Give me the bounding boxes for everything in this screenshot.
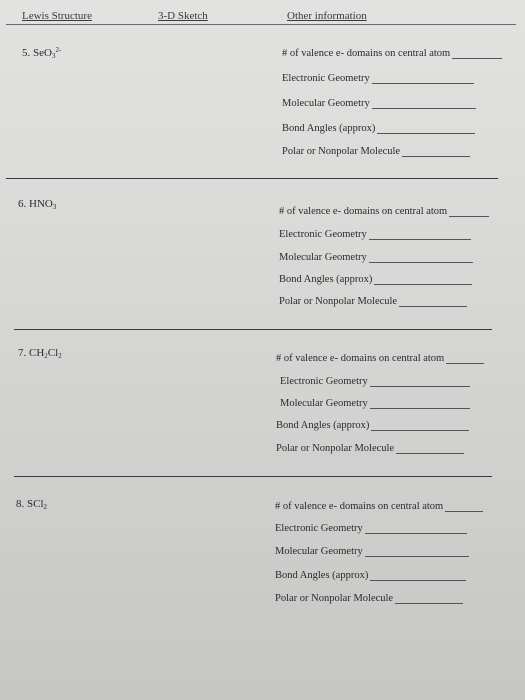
section-divider <box>6 178 498 179</box>
q5-electronic-geometry-field[interactable]: Electronic Geometry <box>282 72 474 84</box>
formula: SeO$_3^{2-}$ <box>33 46 62 60</box>
q5-polarity-field[interactable]: Polar or Nonpolar Molecule <box>282 145 470 157</box>
formula: $CH_2Cl_2$ <box>29 347 62 360</box>
q8-bond-angles-field[interactable]: Bond Angles (approx) <box>275 569 466 581</box>
question-6-title <box>18 197 56 211</box>
q8-molecular-geometry-field[interactable]: Molecular Geometry <box>275 545 469 557</box>
question-number: 7. <box>18 347 27 359</box>
q7-molecular-geometry-field[interactable]: Molecular Geometry <box>280 397 470 409</box>
q6-bond-angles-field[interactable]: Bond Angles (approx) <box>279 273 472 285</box>
question-number: 5. <box>22 47 31 59</box>
section-divider <box>14 476 492 477</box>
q7-electronic-geometry-field[interactable]: Electronic Geometry <box>280 375 470 387</box>
header-rule <box>6 24 516 25</box>
question-8-title <box>16 497 47 511</box>
formula: $HNO_3$ <box>29 198 57 211</box>
q7-bond-angles-field[interactable]: Bond Angles (approx) <box>276 419 469 431</box>
q6-valence-domains-field[interactable]: # of valence e- domains on central atom <box>279 205 489 217</box>
table-header <box>0 0 525 26</box>
section-divider <box>14 329 492 330</box>
q6-molecular-geometry-field[interactable]: Molecular Geometry <box>279 251 473 263</box>
question-number: 6. <box>18 198 27 210</box>
q5-bond-angles-field[interactable]: Bond Angles (approx) <box>282 122 475 134</box>
q7-polarity-field[interactable]: Polar or Nonpolar Molecule <box>276 442 464 454</box>
question-7-title <box>18 347 62 360</box>
header-3d-sketch: 3-D Sketch <box>158 10 208 22</box>
q5-valence-domains-field[interactable]: # of valence e- domains on central atom <box>282 47 502 59</box>
q7-valence-domains-field[interactable]: # of valence e- domains on central atom <box>276 352 484 364</box>
q6-electronic-geometry-field[interactable]: Electronic Geometry <box>279 228 471 240</box>
q6-polarity-field[interactable]: Polar or Nonpolar Molecule <box>279 295 467 307</box>
header-other-information: Other information <box>287 10 367 22</box>
q8-valence-domains-field[interactable]: # of valence e- domains on central atom <box>275 500 483 512</box>
question-number: 8. <box>16 498 25 510</box>
q5-molecular-geometry-field[interactable]: Molecular Geometry <box>282 97 476 109</box>
question-5-title <box>22 46 61 60</box>
header-lewis-structure: Lewis Structure <box>22 10 92 22</box>
q8-polarity-field[interactable]: Polar or Nonpolar Molecule <box>275 592 463 604</box>
formula: SCl$_2$ <box>27 498 48 511</box>
q8-electronic-geometry-field[interactable]: Electronic Geometry <box>275 522 467 534</box>
